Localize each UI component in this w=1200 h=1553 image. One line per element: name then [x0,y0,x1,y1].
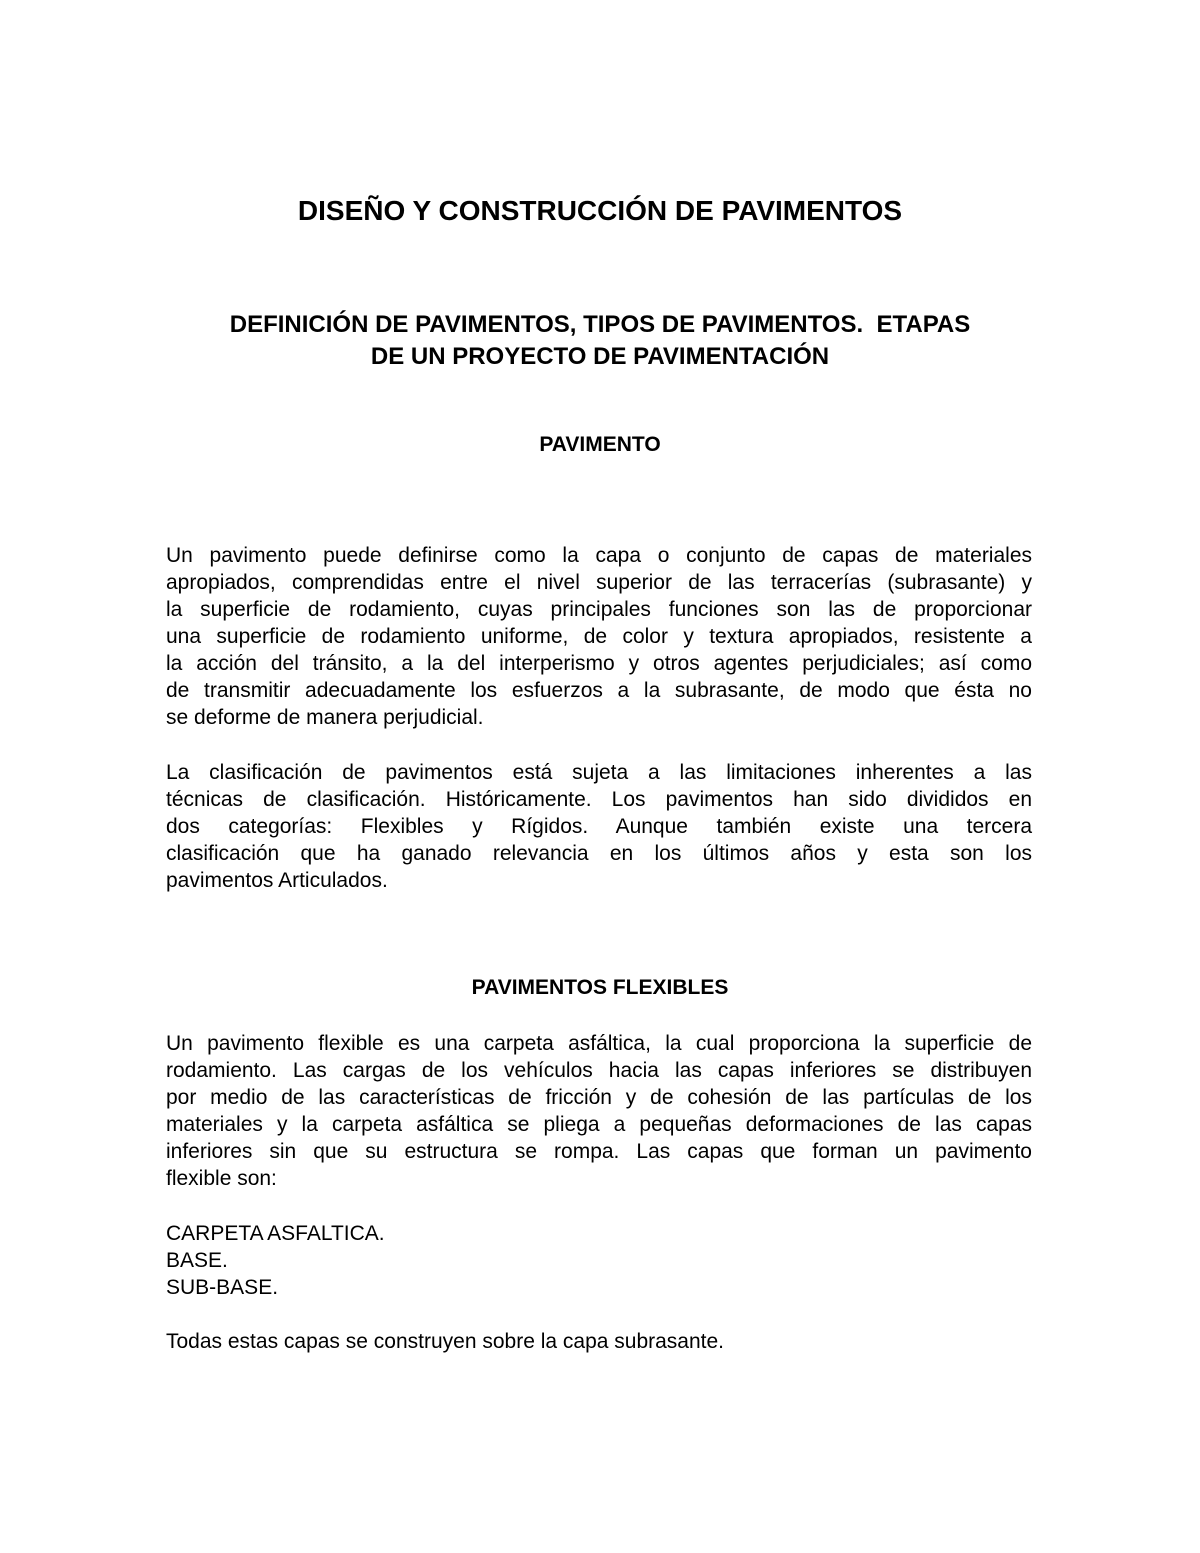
text-line: Un pavimento puede definirse como la capa o conjunto de capas de materiales [166,544,1032,567]
subtitle-line: DEFINICIÓN DE PAVIMENTOS, TIPOS DE PAVIMENTOS. ETAPAS [229,311,971,338]
text-line: flexible son: [166,1167,277,1190]
document-title: DISEÑO Y CONSTRUCCIÓN DE PAVIMENTOS [297,195,903,226]
text-line: Un pavimento flexible es una carpeta asfáltica, la cual proporciona la superficie de [166,1032,1032,1055]
text-line: se deforme de manera perjudicial. [166,706,484,729]
paragraph-flexible [166,1030,1032,1192]
text-line: La clasificación de pavimentos está sujeta a las limitaciones inherentes a las [166,761,1032,784]
text-line: la acción del tránsito, a la del interperismo y otros agentes perjudiciales; así como [166,652,1032,675]
list-item: BASE. [166,1249,228,1272]
closing-sentence: Todas estas capas se construyen sobre la capa subrasante. [166,1330,724,1353]
text-line: por medio de las características de fricción y de cohesión de las partículas de los [166,1086,1032,1109]
text-line: técnicas de clasificación. Históricamente. Los pavimentos han sido divididos en [166,788,1032,811]
text-line: pavimentos Articulados. [166,869,388,892]
text-line: inferiores sin que su estructura se rompa. Las capas que forman un pavimento [166,1140,1032,1163]
list-item: CARPETA ASFALTICA. [166,1222,385,1245]
paragraph-classification [166,759,1032,894]
text-line: clasificación que ha ganado relevancia en los últimos años y esta son los [166,842,1032,865]
text-line: apropiados, comprendidas entre el nivel superior de las terracerías (subrasante) y [166,571,1032,594]
paragraph-definition [166,542,1032,731]
section-heading-pavimento: PAVIMENTO [539,433,661,456]
subtitle-line: DE UN PROYECTO DE PAVIMENTACIÓN [370,343,830,370]
text-line: una superficie de rodamiento uniforme, de color y textura apropiados, resistente a [166,625,1032,648]
layer-list [166,1220,385,1301]
subtitle [0,309,1200,373]
list-item: SUB-BASE. [166,1276,279,1299]
section-heading-flexibles: PAVIMENTOS FLEXIBLES [471,976,729,999]
text-line: de transmitir adecuadamente los esfuerzos a la subrasante, de modo que ésta no [166,679,1032,702]
text-line: la superficie de rodamiento, cuyas principales funciones son las de proporcionar [166,598,1032,621]
text-line: materiales y la carpeta asfáltica se pliega a pequeñas deformaciones de las capas [166,1113,1032,1136]
text-line: rodamiento. Las cargas de los vehículos hacia las capas inferiores se distribuyen [166,1059,1032,1082]
text-line: dos categorías: Flexibles y Rígidos. Aunque también existe una tercera [166,815,1032,838]
